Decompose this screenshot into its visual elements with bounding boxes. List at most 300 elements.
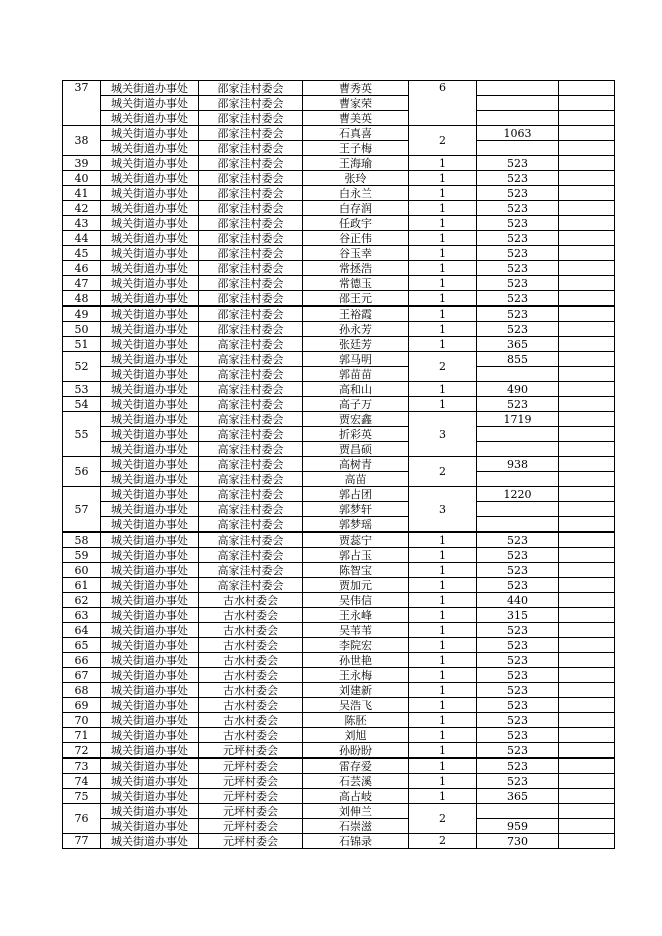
- empty-cell: [559, 352, 615, 367]
- row-number-cell: 48: [63, 291, 101, 307]
- table-row: [63, 276, 615, 291]
- row-number-cell: 56: [63, 457, 101, 487]
- household-count-cell: 1: [409, 683, 477, 698]
- empty-cell: [559, 96, 615, 111]
- row-number-cell: 47: [63, 276, 101, 291]
- office-cell: 城关街道办事处: [101, 472, 199, 487]
- empty-cell: [559, 698, 615, 713]
- empty-cell: [559, 111, 615, 126]
- name-cell: 常德玉: [303, 276, 409, 291]
- empty-cell: [559, 728, 615, 743]
- row-number-cell: 74: [63, 774, 101, 789]
- household-count-cell: 1: [409, 668, 477, 683]
- name-cell: 贾宏鑫: [303, 412, 409, 427]
- name-cell: 曹秀英: [303, 81, 409, 96]
- amount-cell: 523: [477, 668, 559, 683]
- amount-cell: 523: [477, 231, 559, 246]
- household-count-cell: 6: [409, 81, 477, 126]
- name-cell: 张廷芳: [303, 337, 409, 352]
- office-cell: 城关街道办事处: [101, 186, 199, 201]
- village-cell: 邵家洼村委会: [199, 171, 303, 186]
- household-count-cell: 1: [409, 382, 477, 397]
- office-cell: 城关街道办事处: [101, 683, 199, 698]
- name-cell: 吴伟信: [303, 593, 409, 608]
- amount-cell: 523: [477, 653, 559, 668]
- row-number-cell: 66: [63, 653, 101, 668]
- table-row: [63, 352, 615, 367]
- empty-cell: [559, 789, 615, 804]
- empty-cell: [559, 367, 615, 382]
- household-count-cell: 2: [409, 804, 477, 834]
- amount-cell: 523: [477, 758, 559, 774]
- amount-cell: 440: [477, 593, 559, 608]
- office-cell: 城关街道办事处: [101, 563, 199, 578]
- village-cell: 古水村委会: [199, 668, 303, 683]
- table-row: [63, 246, 615, 261]
- row-number-cell: 42: [63, 201, 101, 216]
- name-cell: 陈智宝: [303, 563, 409, 578]
- village-cell: 高家洼村委会: [199, 517, 303, 533]
- table-row: [63, 231, 615, 246]
- spreadsheet-table: [62, 80, 615, 849]
- name-cell: 王子梅: [303, 141, 409, 156]
- village-cell: 元坪村委会: [199, 758, 303, 774]
- office-cell: 城关街道办事处: [101, 141, 199, 156]
- village-cell: 元坪村委会: [199, 819, 303, 834]
- name-cell: 刘伸兰: [303, 804, 409, 819]
- row-number-cell: 41: [63, 186, 101, 201]
- village-cell: 高家洼村委会: [199, 548, 303, 563]
- amount-cell: 1719: [477, 412, 559, 427]
- village-cell: 高家洼村委会: [199, 382, 303, 397]
- table-row: [63, 683, 615, 698]
- amount-cell: [477, 367, 559, 382]
- row-number-cell: 49: [63, 306, 101, 322]
- office-cell: 城关街道办事处: [101, 758, 199, 774]
- row-number-cell: 76: [63, 804, 101, 834]
- household-count-cell: 1: [409, 186, 477, 201]
- amount-cell: 315: [477, 608, 559, 623]
- empty-cell: [559, 246, 615, 261]
- village-cell: 高家洼村委会: [199, 412, 303, 427]
- name-cell: 吴浩飞: [303, 698, 409, 713]
- empty-cell: [559, 382, 615, 397]
- table-row: [63, 789, 615, 804]
- village-cell: 元坪村委会: [199, 834, 303, 849]
- office-cell: 城关街道办事处: [101, 322, 199, 337]
- table-row: [63, 668, 615, 683]
- empty-cell: [559, 337, 615, 352]
- amount-cell: [477, 502, 559, 517]
- row-number-cell: 60: [63, 563, 101, 578]
- village-cell: 高家洼村委会: [199, 337, 303, 352]
- empty-cell: [559, 457, 615, 472]
- office-cell: 城关街道办事处: [101, 367, 199, 382]
- row-number-cell: 65: [63, 638, 101, 653]
- amount-cell: 523: [477, 276, 559, 291]
- name-cell: 李院宏: [303, 638, 409, 653]
- empty-cell: [559, 578, 615, 593]
- household-count-cell: 1: [409, 698, 477, 713]
- empty-cell: [559, 291, 615, 307]
- empty-cell: [559, 608, 615, 623]
- household-count-cell: 1: [409, 201, 477, 216]
- empty-cell: [559, 427, 615, 442]
- name-cell: 郭梦瑶: [303, 517, 409, 533]
- name-cell: 刘旭: [303, 728, 409, 743]
- office-cell: 城关街道办事处: [101, 231, 199, 246]
- household-count-cell: 1: [409, 638, 477, 653]
- amount-cell: [477, 472, 559, 487]
- table-row: [63, 186, 615, 201]
- table-row: [63, 804, 615, 819]
- table-row: [63, 713, 615, 728]
- office-cell: 城关街道办事处: [101, 261, 199, 276]
- table-row: [63, 96, 615, 111]
- amount-cell: [477, 804, 559, 819]
- office-cell: 城关街道办事处: [101, 548, 199, 563]
- village-cell: 古水村委会: [199, 638, 303, 653]
- village-cell: 邵家洼村委会: [199, 231, 303, 246]
- empty-cell: [559, 668, 615, 683]
- office-cell: 城关街道办事处: [101, 698, 199, 713]
- table-row: [63, 517, 615, 533]
- amount-cell: 523: [477, 578, 559, 593]
- name-cell: 郭梦轩: [303, 502, 409, 517]
- amount-cell: 523: [477, 698, 559, 713]
- village-cell: 邵家洼村委会: [199, 111, 303, 126]
- empty-cell: [559, 487, 615, 502]
- table-row: [63, 548, 615, 563]
- name-cell: 石真喜: [303, 126, 409, 141]
- row-number-cell: 61: [63, 578, 101, 593]
- name-cell: 白存润: [303, 201, 409, 216]
- village-cell: 高家洼村委会: [199, 367, 303, 382]
- household-count-cell: 1: [409, 578, 477, 593]
- table-row: [63, 382, 615, 397]
- table-row: [63, 653, 615, 668]
- empty-cell: [559, 261, 615, 276]
- name-cell: 高树青: [303, 457, 409, 472]
- row-number-cell: 75: [63, 789, 101, 804]
- table-row: [63, 728, 615, 743]
- empty-cell: [559, 171, 615, 186]
- name-cell: 孙永芳: [303, 322, 409, 337]
- table-row: [63, 578, 615, 593]
- office-cell: 城关街道办事处: [101, 306, 199, 322]
- household-count-cell: 1: [409, 563, 477, 578]
- row-number-cell: 70: [63, 713, 101, 728]
- table-row: [63, 201, 615, 216]
- office-cell: 城关街道办事处: [101, 126, 199, 141]
- name-cell: 孙世艳: [303, 653, 409, 668]
- office-cell: 城关街道办事处: [101, 638, 199, 653]
- name-cell: 王裕霞: [303, 306, 409, 322]
- empty-cell: [559, 397, 615, 412]
- amount-cell: 523: [477, 156, 559, 171]
- office-cell: 城关街道办事处: [101, 171, 199, 186]
- amount-cell: 1220: [477, 487, 559, 502]
- office-cell: 城关街道办事处: [101, 623, 199, 638]
- office-cell: 城关街道办事处: [101, 156, 199, 171]
- village-cell: 古水村委会: [199, 608, 303, 623]
- amount-cell: 523: [477, 322, 559, 337]
- office-cell: 城关街道办事处: [101, 397, 199, 412]
- village-cell: 高家洼村委会: [199, 532, 303, 548]
- empty-cell: [559, 623, 615, 638]
- name-cell: 郭占团: [303, 487, 409, 502]
- amount-cell: 523: [477, 306, 559, 322]
- name-cell: 石锦录: [303, 834, 409, 849]
- table-row: [63, 306, 615, 322]
- village-cell: 邵家洼村委会: [199, 306, 303, 322]
- name-cell: 王永峰: [303, 608, 409, 623]
- empty-cell: [559, 81, 615, 96]
- name-cell: 邵王元: [303, 291, 409, 307]
- table-row: [63, 156, 615, 171]
- household-count-cell: 3: [409, 412, 477, 457]
- amount-cell: 523: [477, 563, 559, 578]
- table-row: [63, 698, 615, 713]
- empty-cell: [559, 743, 615, 759]
- amount-cell: 523: [477, 548, 559, 563]
- village-cell: 古水村委会: [199, 593, 303, 608]
- name-cell: 孙盼盼: [303, 743, 409, 759]
- amount-cell: 523: [477, 743, 559, 759]
- name-cell: 陈胚: [303, 713, 409, 728]
- name-cell: 石芸溪: [303, 774, 409, 789]
- row-number-cell: 57: [63, 487, 101, 533]
- amount-cell: 523: [477, 216, 559, 231]
- household-count-cell: 1: [409, 231, 477, 246]
- office-cell: 城关街道办事处: [101, 608, 199, 623]
- amount-cell: [477, 517, 559, 533]
- office-cell: 城关街道办事处: [101, 81, 199, 96]
- office-cell: 城关街道办事处: [101, 337, 199, 352]
- name-cell: 王海瑜: [303, 156, 409, 171]
- household-count-cell: 1: [409, 548, 477, 563]
- table-row: [63, 563, 615, 578]
- row-number-cell: 68: [63, 683, 101, 698]
- village-cell: 高家洼村委会: [199, 442, 303, 457]
- office-cell: 城关街道办事处: [101, 412, 199, 427]
- name-cell: 任政宇: [303, 216, 409, 231]
- table-row: [63, 758, 615, 774]
- village-cell: 邵家洼村委会: [199, 141, 303, 156]
- empty-cell: [559, 713, 615, 728]
- household-count-cell: 1: [409, 261, 477, 276]
- amount-cell: 730: [477, 834, 559, 849]
- empty-cell: [559, 141, 615, 156]
- village-cell: 邵家洼村委会: [199, 126, 303, 141]
- row-number-cell: 63: [63, 608, 101, 623]
- name-cell: 郭占玉: [303, 548, 409, 563]
- office-cell: 城关街道办事处: [101, 578, 199, 593]
- office-cell: 城关街道办事处: [101, 532, 199, 548]
- office-cell: 城关街道办事处: [101, 96, 199, 111]
- amount-cell: 523: [477, 291, 559, 307]
- empty-cell: [559, 231, 615, 246]
- row-number-cell: 69: [63, 698, 101, 713]
- row-number-cell: 55: [63, 412, 101, 457]
- table-row: [63, 126, 615, 141]
- name-cell: 贾昌硕: [303, 442, 409, 457]
- table-row: [63, 472, 615, 487]
- amount-cell: 523: [477, 261, 559, 276]
- table-row: [63, 141, 615, 156]
- office-cell: 城关街道办事处: [101, 713, 199, 728]
- village-cell: 高家洼村委会: [199, 352, 303, 367]
- office-cell: 城关街道办事处: [101, 789, 199, 804]
- name-cell: 刘建新: [303, 683, 409, 698]
- office-cell: 城关街道办事处: [101, 668, 199, 683]
- name-cell: 郭马明: [303, 352, 409, 367]
- office-cell: 城关街道办事处: [101, 291, 199, 307]
- row-number-cell: 52: [63, 352, 101, 382]
- table-row: [63, 638, 615, 653]
- empty-cell: [559, 819, 615, 834]
- office-cell: 城关街道办事处: [101, 819, 199, 834]
- household-count-cell: 2: [409, 457, 477, 487]
- household-count-cell: 1: [409, 291, 477, 307]
- row-number-cell: 71: [63, 728, 101, 743]
- village-cell: 邵家洼村委会: [199, 246, 303, 261]
- table-row: [63, 412, 615, 427]
- empty-cell: [559, 502, 615, 517]
- name-cell: 王永梅: [303, 668, 409, 683]
- household-count-cell: 2: [409, 126, 477, 156]
- office-cell: 城关街道办事处: [101, 834, 199, 849]
- name-cell: 谷玉幸: [303, 246, 409, 261]
- village-cell: 高家洼村委会: [199, 472, 303, 487]
- household-count-cell: 1: [409, 653, 477, 668]
- village-cell: 元坪村委会: [199, 743, 303, 759]
- village-cell: 邵家洼村委会: [199, 96, 303, 111]
- village-cell: 高家洼村委会: [199, 457, 303, 472]
- name-cell: 高和山: [303, 382, 409, 397]
- household-count-cell: 1: [409, 337, 477, 352]
- empty-cell: [559, 306, 615, 322]
- village-cell: 邵家洼村委会: [199, 291, 303, 307]
- name-cell: 高子万: [303, 397, 409, 412]
- amount-cell: [477, 442, 559, 457]
- amount-cell: 490: [477, 382, 559, 397]
- name-cell: 常拯浩: [303, 261, 409, 276]
- amount-cell: 523: [477, 683, 559, 698]
- empty-cell: [559, 638, 615, 653]
- name-cell: 雷存爱: [303, 758, 409, 774]
- office-cell: 城关街道办事处: [101, 111, 199, 126]
- table-row: [63, 834, 615, 849]
- village-cell: 古水村委会: [199, 713, 303, 728]
- village-cell: 古水村委会: [199, 698, 303, 713]
- household-count-cell: 1: [409, 322, 477, 337]
- amount-cell: [477, 81, 559, 96]
- household-count-cell: 1: [409, 623, 477, 638]
- household-count-cell: 3: [409, 487, 477, 533]
- household-count-cell: 1: [409, 532, 477, 548]
- table-row: [63, 216, 615, 231]
- empty-cell: [559, 156, 615, 171]
- table-row: [63, 322, 615, 337]
- village-cell: 古水村委会: [199, 653, 303, 668]
- table-row: [63, 442, 615, 457]
- row-number-cell: 50: [63, 322, 101, 337]
- office-cell: 城关街道办事处: [101, 774, 199, 789]
- household-count-cell: 1: [409, 743, 477, 759]
- office-cell: 城关街道办事处: [101, 517, 199, 533]
- empty-cell: [559, 653, 615, 668]
- empty-cell: [559, 517, 615, 533]
- table-row: [63, 819, 615, 834]
- name-cell: 贾蕊宁: [303, 532, 409, 548]
- row-number-cell: 72: [63, 743, 101, 759]
- table-row: [63, 502, 615, 517]
- row-number-cell: 54: [63, 397, 101, 412]
- empty-cell: [559, 532, 615, 548]
- household-count-cell: 1: [409, 246, 477, 261]
- office-cell: 城关街道办事处: [101, 246, 199, 261]
- table-row: [63, 397, 615, 412]
- row-number-cell: 58: [63, 532, 101, 548]
- amount-cell: 365: [477, 789, 559, 804]
- amount-cell: 1063: [477, 126, 559, 141]
- office-cell: 城关街道办事处: [101, 593, 199, 608]
- office-cell: 城关街道办事处: [101, 352, 199, 367]
- village-cell: 高家洼村委会: [199, 502, 303, 517]
- office-cell: 城关街道办事处: [101, 457, 199, 472]
- table-row: [63, 427, 615, 442]
- household-count-cell: 1: [409, 216, 477, 231]
- village-cell: 邵家洼村委会: [199, 186, 303, 201]
- amount-cell: 365: [477, 337, 559, 352]
- row-number-cell: 59: [63, 548, 101, 563]
- amount-cell: 523: [477, 201, 559, 216]
- row-number-cell: 64: [63, 623, 101, 638]
- office-cell: 城关街道办事处: [101, 743, 199, 759]
- office-cell: 城关街道办事处: [101, 502, 199, 517]
- table-row: [63, 774, 615, 789]
- office-cell: 城关街道办事处: [101, 216, 199, 231]
- empty-cell: [559, 472, 615, 487]
- amount-cell: 523: [477, 713, 559, 728]
- name-cell: 谷正伟: [303, 231, 409, 246]
- amount-cell: 523: [477, 638, 559, 653]
- amount-cell: 938: [477, 457, 559, 472]
- empty-cell: [559, 126, 615, 141]
- office-cell: 城关街道办事处: [101, 201, 199, 216]
- office-cell: 城关街道办事处: [101, 728, 199, 743]
- amount-cell: 855: [477, 352, 559, 367]
- row-number-cell: 62: [63, 593, 101, 608]
- amount-cell: [477, 427, 559, 442]
- office-cell: 城关街道办事处: [101, 653, 199, 668]
- village-cell: 古水村委会: [199, 623, 303, 638]
- name-cell: 高占岐: [303, 789, 409, 804]
- empty-cell: [559, 412, 615, 427]
- household-count-cell: 1: [409, 728, 477, 743]
- empty-cell: [559, 758, 615, 774]
- row-number-cell: 67: [63, 668, 101, 683]
- table-row: [63, 743, 615, 759]
- village-cell: 邵家洼村委会: [199, 276, 303, 291]
- row-number-cell: 40: [63, 171, 101, 186]
- household-count-cell: 1: [409, 608, 477, 623]
- row-number-cell: 38: [63, 126, 101, 156]
- table-row: [63, 81, 615, 96]
- village-cell: 古水村委会: [199, 683, 303, 698]
- name-cell: 曹美英: [303, 111, 409, 126]
